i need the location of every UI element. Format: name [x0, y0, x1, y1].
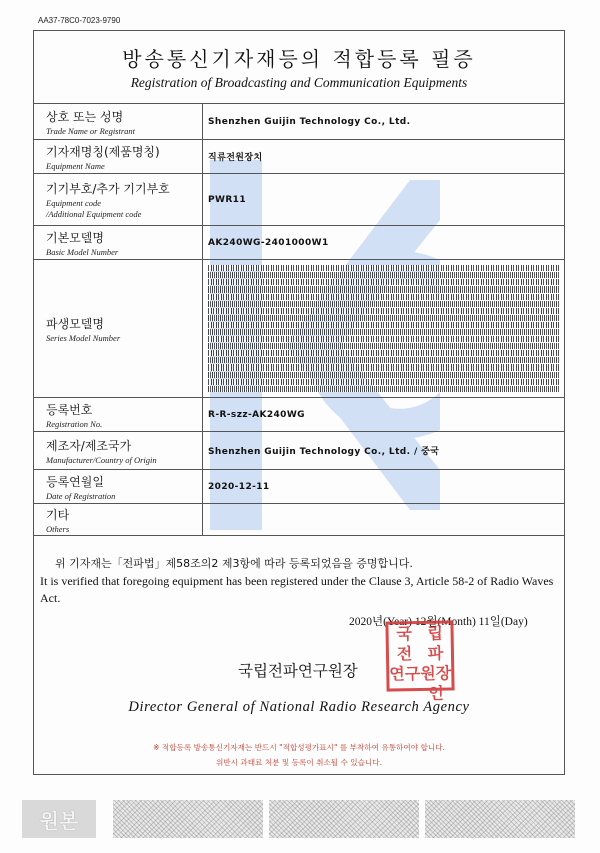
- seal-char: 원장인: [420, 663, 452, 703]
- security-pattern: [425, 800, 575, 838]
- issuer-korean: 국립전파연구원장: [238, 662, 358, 680]
- row-series-model: [34, 260, 565, 398]
- basic-model-label-en: Basic Model Number: [46, 246, 119, 257]
- series-model-text-row: [208, 322, 560, 328]
- series-model-text-row: [208, 350, 560, 356]
- basic-model-label: 기본모델명: [46, 230, 104, 245]
- series-model-text-row: [208, 329, 560, 335]
- statement-english: It is verified that foregoing equipment has been registered under the Clause 3, Article 58-2 of Radio Waves Act.: [40, 574, 554, 605]
- equipment-name-label: 기자재명칭(제품명칭): [46, 144, 160, 159]
- row-equipment-name: [34, 140, 565, 174]
- title-english: Registration of Broadcasting and Communication Equipments: [130, 75, 468, 90]
- date-value: 2020-12-11: [203, 470, 565, 504]
- row-trade-name: [34, 104, 565, 140]
- row-registration-no: [34, 398, 565, 432]
- series-model-text-row: [208, 315, 560, 321]
- series-model-text-row: [208, 357, 560, 363]
- series-model-text-row: [208, 294, 560, 300]
- basic-model-value: AK240WG-2401000W1: [203, 226, 565, 260]
- series-model-text-row: [208, 379, 560, 385]
- issue-date: 2020년(Year) 12월(Month) 11일(Day): [349, 616, 528, 628]
- series-model-rows: [208, 265, 560, 392]
- seal-char: 파: [427, 643, 444, 663]
- document-number: AA37-78C0-7023-9790: [38, 16, 121, 25]
- registration-no-value: R-R-szz-AK240WG: [203, 398, 565, 432]
- equipment-name-value: 직류전원장치: [203, 140, 565, 174]
- seal-char: 연구: [389, 663, 421, 684]
- title-korean: 방송통신기자재등의 적합등록 필증: [122, 47, 476, 71]
- series-model-text-row: [208, 286, 560, 292]
- manufacturer-label: 제조자/제조국가: [46, 438, 132, 453]
- seal-char: 국: [396, 624, 413, 644]
- trade-name-label-en: Trade Name or Registrant: [46, 125, 136, 136]
- original-stamp-logo: 원본: [22, 800, 96, 838]
- equipment-code-label-en: Equipment code: [46, 198, 101, 208]
- manufacturer-label-en: Manufacturer/Country of Origin: [46, 454, 157, 465]
- additional-code-label-en: /Additional Equipment code: [46, 209, 142, 219]
- series-model-text-row: [208, 265, 560, 271]
- registration-no-label: 등록번호: [46, 402, 93, 417]
- series-model-text-row: [208, 364, 560, 370]
- issuer-english: Director General of National Radio Research Agency: [128, 699, 470, 715]
- series-model-text-row: [208, 301, 560, 307]
- series-model-text-row: [208, 336, 560, 342]
- series-model-text-row: [208, 308, 560, 314]
- manufacturer-value: Shenzhen Guijin Technology Co., Ltd. / 중국: [203, 432, 565, 470]
- trade-name-value: Shenzhen Guijin Technology Co., Ltd.: [203, 104, 565, 140]
- seal-char: 전: [396, 644, 413, 664]
- series-model-label: 파생모델명: [46, 316, 104, 331]
- series-model-text-row: [208, 386, 560, 392]
- others-value: [203, 504, 565, 536]
- date-label-en: Date of Registration: [46, 490, 116, 501]
- notice-line-2: 위반시 과태료 처분 및 등록이 취소될 수 있습니다.: [215, 758, 383, 767]
- row-basic-model: [34, 226, 565, 260]
- registration-table: [33, 103, 565, 536]
- trade-name-label: 상호 또는 성명: [46, 109, 124, 124]
- equipment-code-value: PWR11: [203, 174, 565, 226]
- seal-char: 립: [427, 623, 444, 643]
- row-date-of-registration: [34, 470, 565, 504]
- security-pattern: [269, 800, 419, 838]
- series-model-text-row: [208, 343, 560, 349]
- series-model-list: [203, 260, 565, 398]
- others-label: 기타: [46, 507, 70, 522]
- row-others: [34, 504, 565, 536]
- date-label: 등록연월일: [46, 474, 104, 489]
- series-model-text-row: [208, 272, 560, 278]
- equipment-name-label-en: Equipment Name: [46, 160, 105, 171]
- official-seal: [385, 620, 454, 703]
- others-label-en: Others: [46, 523, 70, 534]
- series-model-text-row: [208, 372, 560, 378]
- row-equipment-code: [34, 174, 565, 226]
- notice-line-1: ※ 적합등록 방송통신기자재는 반드시 "적합성평가표시" 를 부착하여 유통하여야 합니다.: [153, 743, 445, 752]
- registration-no-label-en: Registration No.: [46, 418, 103, 429]
- series-model-text-row: [208, 279, 560, 285]
- statement-korean: 위 기자재는「전파법」제58조의2 제3항에 따라 등록되었음을 증명합니다.: [55, 557, 413, 570]
- security-pattern: [113, 800, 263, 838]
- row-manufacturer: [34, 432, 565, 470]
- series-model-label-en: Series Model Number: [46, 332, 121, 343]
- equipment-code-label: 기기부호/추가 기기부호: [46, 182, 170, 196]
